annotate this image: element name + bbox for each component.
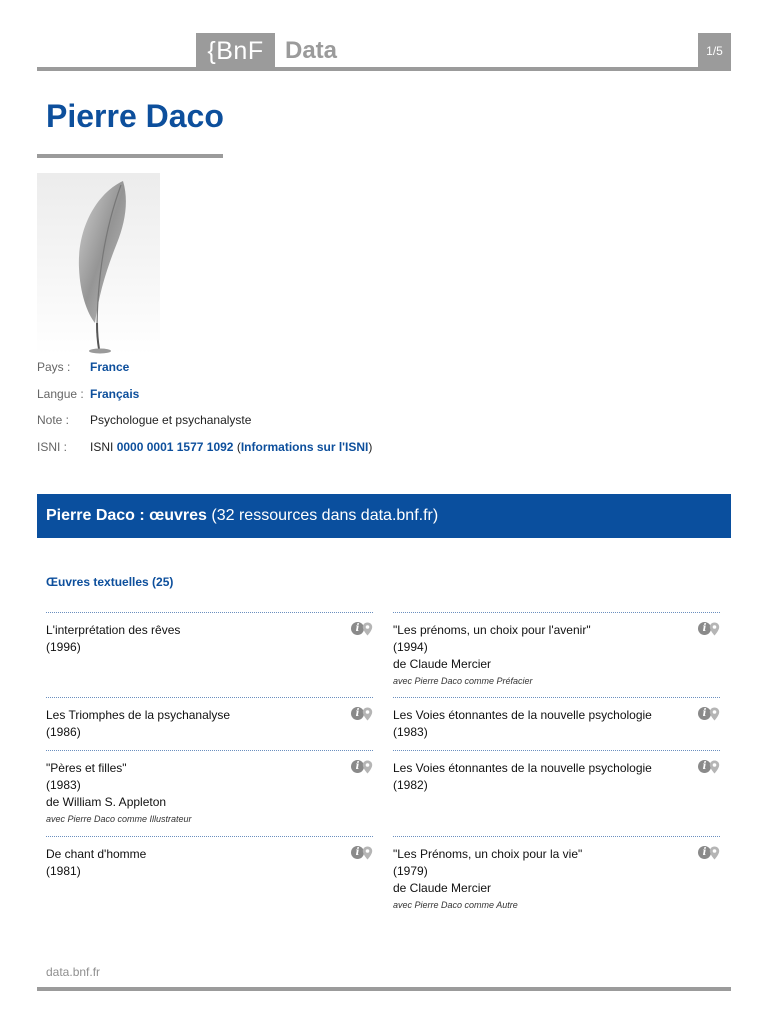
work-year: (1979) (393, 864, 428, 878)
info-icon[interactable]: i (698, 760, 711, 773)
header-divider (37, 67, 731, 71)
work-item (46, 750, 373, 826)
work-title-link[interactable]: "Les prénoms, un choix pour l'avenir" (393, 623, 591, 637)
work-item (46, 836, 373, 880)
info-icon[interactable]: i (698, 707, 711, 720)
work-title-link[interactable]: De chant d'homme (46, 847, 147, 861)
info-icon[interactable]: i (698, 622, 711, 635)
pays-label: Pays : (37, 360, 71, 374)
info-icon[interactable]: i (351, 707, 364, 720)
isni-close-paren: ) (368, 440, 373, 454)
map-pin-icon[interactable] (709, 846, 720, 860)
works-banner-title: Pierre Daco : œuvres (46, 507, 207, 524)
work-year: (1994) (393, 640, 428, 654)
pays-link[interactable]: France (90, 360, 130, 374)
work-icons (698, 622, 720, 636)
work-year: (1981) (46, 864, 81, 878)
map-pin-icon[interactable] (362, 846, 373, 860)
section-title[interactable]: Œuvres textuelles (25) (46, 575, 174, 589)
work-icons (698, 760, 720, 774)
works-banner-count: (32 ressources dans data.bnf.fr) (206, 507, 439, 524)
langue-label: Langue : (37, 387, 84, 401)
work-item (393, 836, 720, 912)
work-role: avec Pierre Daco comme Préfacier (393, 676, 533, 686)
work-year: (1983) (393, 725, 428, 739)
map-pin-icon[interactable] (709, 707, 720, 721)
work-year: (1986) (46, 725, 81, 739)
work-title-link[interactable]: "Les Prénoms, un choix pour la vie" (393, 847, 583, 861)
work-item (46, 612, 373, 656)
footer-site[interactable]: data.bnf.fr (46, 965, 101, 979)
quill-feather-icon (37, 173, 160, 355)
map-pin-icon[interactable] (362, 622, 373, 636)
work-title-link[interactable]: "Pères et filles" (46, 761, 127, 775)
work-icons (351, 846, 373, 860)
work-year: (1982) (393, 778, 428, 792)
map-pin-icon[interactable] (362, 760, 373, 774)
footer-divider (37, 987, 731, 991)
info-icon[interactable]: i (351, 622, 364, 635)
note-label: Note : (37, 413, 70, 427)
portrait-image (37, 173, 160, 355)
work-item (393, 612, 720, 688)
work-year: (1983) (46, 778, 81, 792)
page-title: Pierre Daco (46, 98, 224, 134)
isni-label: ISNI : (37, 440, 68, 454)
work-icons (351, 707, 373, 721)
work-role: avec Pierre Daco comme Autre (393, 900, 518, 910)
page-number: 1/5 (698, 33, 731, 69)
work-icons (351, 760, 373, 774)
work-title-link[interactable]: L'interprétation des rêves (46, 623, 181, 637)
work-icons (698, 707, 720, 721)
isni-value (90, 440, 372, 454)
work-item (46, 697, 373, 741)
map-pin-icon[interactable] (709, 622, 720, 636)
work-item (393, 697, 720, 741)
work-author-link[interactable]: de Claude Mercier (393, 657, 492, 671)
work-role: avec Pierre Daco comme Illustrateur (46, 814, 192, 824)
work-title-link[interactable]: Les Voies étonnantes de la nouvelle psychologie (393, 708, 652, 722)
map-pin-icon[interactable] (709, 760, 720, 774)
work-title-link[interactable]: Les Voies étonnantes de la nouvelle psychologie (393, 761, 652, 775)
isni-open-paren: ( (236, 440, 241, 454)
work-item (393, 750, 720, 794)
work-icons (698, 846, 720, 860)
note-value: Psychologue et psychanalyste (90, 413, 252, 427)
info-icon[interactable]: i (351, 846, 364, 859)
isni-number-link[interactable]: 0000 0001 1577 1092 (116, 440, 234, 454)
bnf-logo[interactable]: {BnF (196, 33, 275, 69)
data-logo-text[interactable]: Data (285, 37, 338, 64)
work-icons (351, 622, 373, 636)
map-pin-icon[interactable] (362, 707, 373, 721)
info-icon[interactable]: i (698, 846, 711, 859)
isni-info-link[interactable]: Informations sur l'ISNI (240, 440, 369, 454)
work-author-link[interactable]: de Claude Mercier (393, 881, 492, 895)
work-title-link[interactable]: Les Triomphes de la psychanalyse (46, 708, 231, 722)
langue-link[interactable]: Français (90, 387, 140, 401)
works-banner (37, 494, 731, 538)
work-year: (1996) (46, 640, 81, 654)
work-author-link[interactable]: de William S. Appleton (46, 795, 167, 809)
isni-prefix: ISNI (90, 440, 114, 454)
info-icon[interactable]: i (351, 760, 364, 773)
title-underline (37, 154, 223, 158)
